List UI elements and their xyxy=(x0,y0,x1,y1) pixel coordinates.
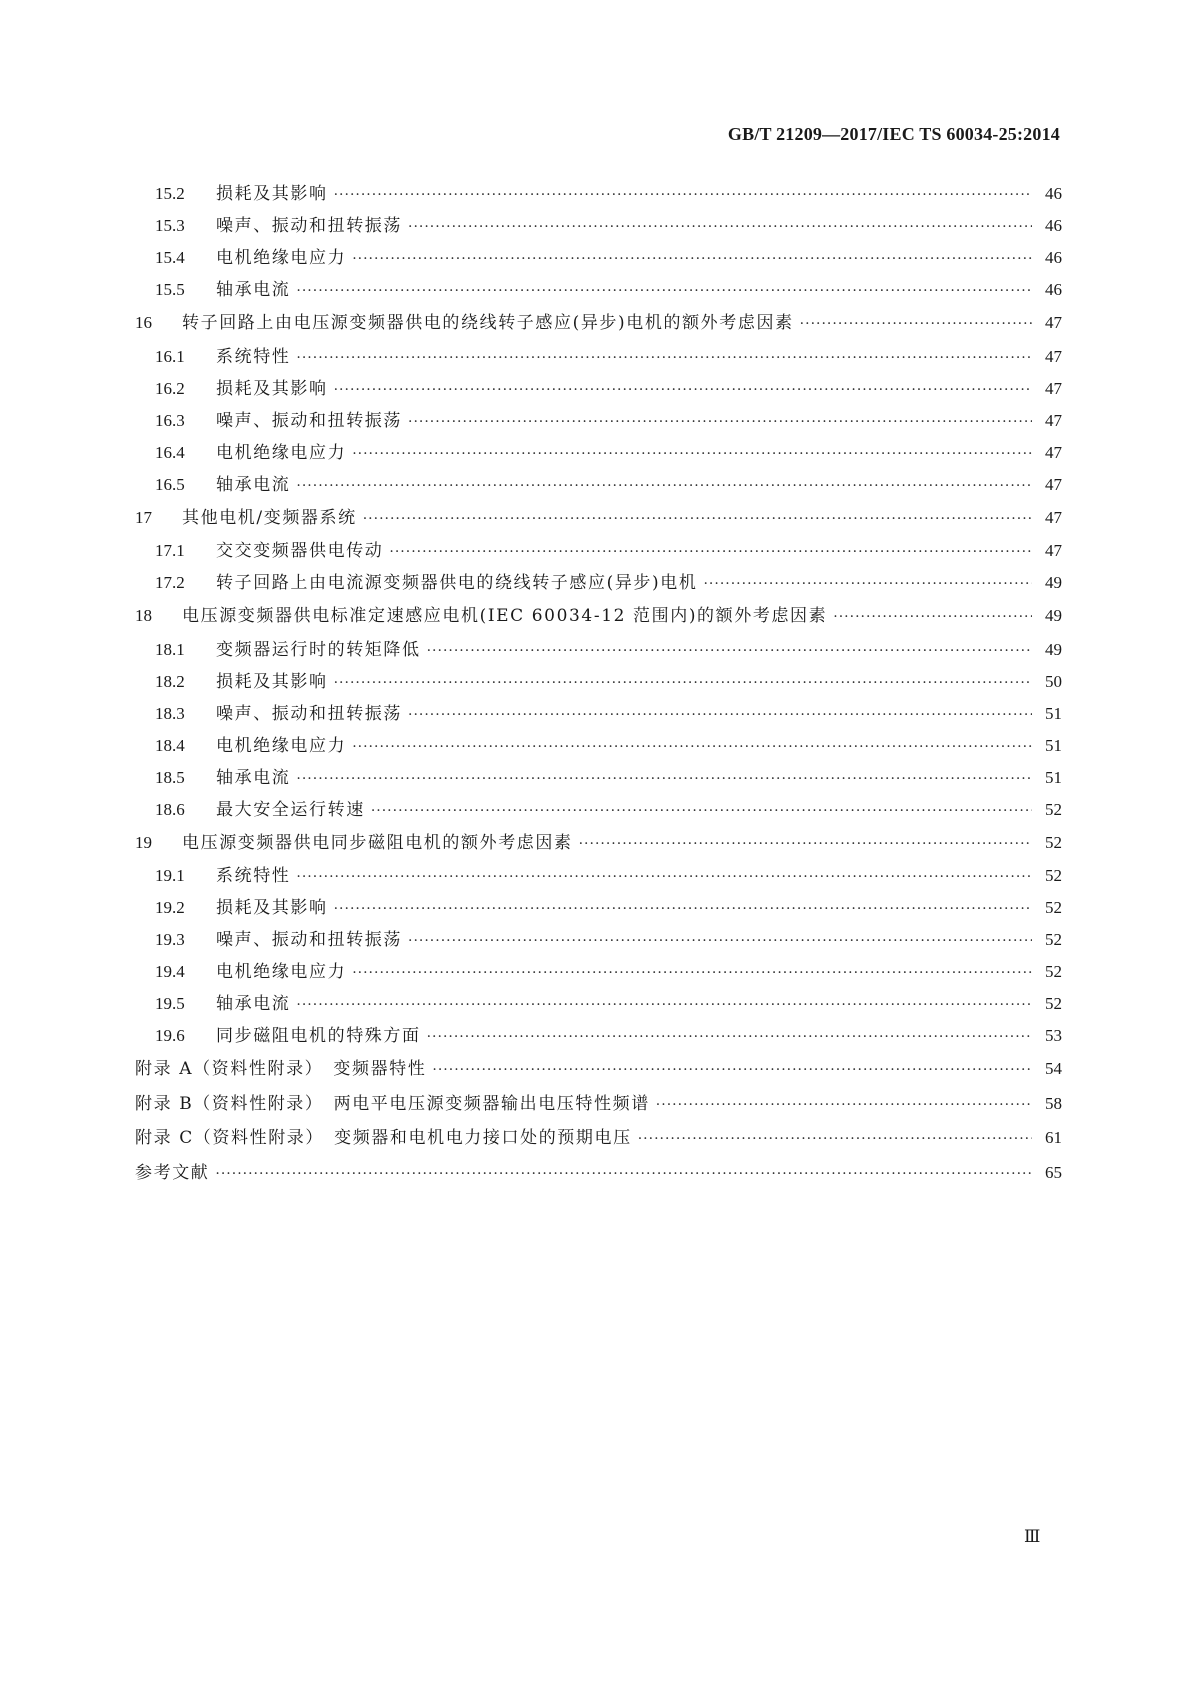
toc-entry-page: 52 xyxy=(1045,832,1062,852)
dot-leader xyxy=(352,243,1032,275)
toc-entry-number: 19.4 xyxy=(155,962,185,981)
toc-entry-number: 16.1 xyxy=(155,346,185,366)
toc-entry-title: 附录 A（资料性附录） 变频器特性 xyxy=(135,1059,427,1079)
toc-entry-page: 47 xyxy=(1045,410,1062,430)
dot-leader xyxy=(296,861,1032,893)
toc-entry-page: 52 xyxy=(1045,994,1062,1013)
toc-entry-page: 46 xyxy=(1045,280,1062,299)
toc-entry-title: 交交变频器供电传动 xyxy=(216,541,384,561)
toc-entry-title: 轴承电流 xyxy=(216,767,291,788)
toc-entry-title: 损耗及其影响 xyxy=(216,184,328,204)
toc-entry[interactable] xyxy=(135,1121,1062,1156)
toc-entry-number: 17.2 xyxy=(155,573,185,592)
dot-leader xyxy=(656,1088,1032,1123)
toc-entry-number: 19.3 xyxy=(155,930,185,949)
toc-entry-title: 轴承电流 xyxy=(216,280,291,300)
page-number: Ⅲ xyxy=(1024,1527,1041,1546)
toc-entry-title: 电机绝缘电应力 xyxy=(216,735,347,756)
toc-entry[interactable] xyxy=(135,437,1062,469)
toc-entry-page: 51 xyxy=(1045,767,1062,787)
dot-leader xyxy=(371,795,1032,827)
toc-entry-title: 系统特性 xyxy=(216,346,291,367)
dot-leader xyxy=(638,1122,1032,1157)
toc-entry[interactable] xyxy=(135,242,1062,274)
dot-leader xyxy=(703,568,1032,600)
dot-leader xyxy=(296,470,1032,502)
toc-entry[interactable] xyxy=(135,634,1062,666)
dot-leader xyxy=(296,989,1032,1021)
toc-entry-page: 58 xyxy=(1045,1093,1062,1113)
dot-leader xyxy=(334,179,1032,211)
toc-entry-page: 49 xyxy=(1045,573,1062,592)
toc-entry-title: 噪声、振动和扭转振荡 xyxy=(216,410,402,431)
dot-leader xyxy=(352,438,1032,470)
toc-entry-number: 18.2 xyxy=(155,671,185,691)
toc-entry-title: 附录 C（资料性附录） 变频器和电机电力接口处的预期电压 xyxy=(135,1128,632,1148)
toc-entry[interactable] xyxy=(135,892,1062,924)
toc-entry[interactable] xyxy=(135,501,1062,536)
toc-entry-page: 49 xyxy=(1045,606,1062,625)
toc-entry-title: 电机绝缘电应力 xyxy=(216,248,347,268)
toc-entry-page: 61 xyxy=(1045,1128,1062,1147)
toc-entry[interactable] xyxy=(135,956,1062,988)
toc-entry-number: 16.2 xyxy=(155,378,185,398)
dot-leader xyxy=(408,699,1032,731)
toc-entry-number: 18 xyxy=(135,606,152,625)
toc-entry[interactable] xyxy=(135,405,1062,437)
dot-leader xyxy=(334,374,1032,406)
toc-entry-number: 17 xyxy=(135,507,152,527)
dot-leader xyxy=(389,536,1032,568)
toc-entry-title: 附录 B（资料性附录） 两电平电压源变频器输出电压特性频谱 xyxy=(135,1093,650,1114)
dot-leader xyxy=(800,307,1032,342)
toc-entry-number: 17.1 xyxy=(155,541,185,560)
toc-entry[interactable] xyxy=(135,1087,1062,1122)
toc-entry-number: 18.6 xyxy=(155,799,185,819)
toc-entry-page: 49 xyxy=(1045,639,1062,659)
toc-entry[interactable] xyxy=(135,860,1062,892)
dot-leader xyxy=(432,1053,1032,1088)
toc-entry[interactable] xyxy=(135,826,1062,861)
toc-entry-title: 损耗及其影响 xyxy=(216,671,328,692)
toc-entry-title: 系统特性 xyxy=(216,866,291,886)
toc-entry-page: 47 xyxy=(1045,474,1062,494)
toc-entry-number: 15.3 xyxy=(155,216,185,235)
toc-entry-title: 其他电机/变频器系统 xyxy=(182,507,357,528)
toc-entry-title: 轴承电流 xyxy=(216,994,291,1014)
dot-leader xyxy=(215,1157,1032,1192)
toc-entry[interactable] xyxy=(135,1052,1062,1087)
toc-entry-number: 15.4 xyxy=(155,248,185,267)
toc-entry[interactable] xyxy=(135,567,1062,599)
toc-entry-number: 15.5 xyxy=(155,280,185,299)
toc-entry-title: 同步磁阻电机的特殊方面 xyxy=(216,1026,421,1046)
dot-leader xyxy=(427,635,1032,667)
toc-entry-number: 19.1 xyxy=(155,866,185,885)
dot-leader xyxy=(334,893,1032,925)
toc-entry-page: 53 xyxy=(1045,1026,1062,1045)
toc-entry[interactable] xyxy=(135,730,1062,762)
toc-entry-page: 47 xyxy=(1045,442,1062,462)
toc-entry-number: 19.2 xyxy=(155,898,185,917)
toc-entry-page: 54 xyxy=(1045,1059,1062,1078)
toc-entry[interactable] xyxy=(135,178,1062,210)
dot-leader xyxy=(352,957,1032,989)
toc-entry[interactable] xyxy=(135,599,1062,634)
toc-entry-page: 50 xyxy=(1045,671,1062,691)
toc-entry-page: 46 xyxy=(1045,216,1062,235)
toc-entry[interactable] xyxy=(135,794,1062,826)
toc-entry[interactable] xyxy=(135,306,1062,341)
dot-leader xyxy=(296,275,1032,307)
toc-entry-page: 52 xyxy=(1045,799,1062,819)
toc-entry-number: 16.3 xyxy=(155,410,185,430)
toc-entry-number: 18.5 xyxy=(155,767,185,787)
toc-entry-number: 19.6 xyxy=(155,1026,185,1045)
toc-entry-title: 电压源变频器供电同步磁阻电机的额外考虑因素 xyxy=(182,832,573,853)
dot-leader xyxy=(579,827,1032,862)
toc-entry[interactable] xyxy=(135,698,1062,730)
toc-entry-page: 46 xyxy=(1045,184,1062,203)
toc-entry-title: 电机绝缘电应力 xyxy=(216,962,347,982)
toc-entry-title: 电机绝缘电应力 xyxy=(216,442,347,463)
toc-entry[interactable] xyxy=(135,469,1062,501)
dot-leader xyxy=(408,211,1032,243)
toc-entry-title: 损耗及其影响 xyxy=(216,898,328,918)
dot-leader xyxy=(296,763,1032,795)
toc-entry[interactable] xyxy=(135,274,1062,306)
toc-entry-page: 52 xyxy=(1045,898,1062,917)
toc-entry[interactable] xyxy=(135,210,1062,242)
toc-entry-title: 参考文献 xyxy=(135,1162,210,1183)
toc-entry[interactable] xyxy=(135,1156,1062,1191)
toc-entry[interactable] xyxy=(135,1020,1062,1052)
toc-entry-number: 16.4 xyxy=(155,442,185,462)
standard-header: GB/T 21209—2017/IEC TS 60034-25:2014 xyxy=(727,124,1060,144)
toc-entry-number: 16.5 xyxy=(155,474,185,494)
dot-leader xyxy=(408,406,1032,438)
toc-entry-title: 变频器运行时的转矩降低 xyxy=(216,639,421,660)
toc-entry-number: 18.3 xyxy=(155,703,185,723)
dot-leader xyxy=(363,502,1032,537)
toc-entry[interactable] xyxy=(135,666,1062,698)
toc-entry-page: 46 xyxy=(1045,248,1062,267)
dot-leader xyxy=(334,667,1032,699)
toc-entry-title: 转子回路上由电压源变频器供电的绕线转子感应(异步)电机的额外考虑因素 xyxy=(182,313,794,333)
dot-leader xyxy=(427,1021,1032,1053)
dot-leader xyxy=(408,925,1032,957)
toc-entry[interactable] xyxy=(135,341,1062,373)
toc-entry-page: 47 xyxy=(1045,346,1062,366)
toc-entry-title: 最大安全运行转速 xyxy=(216,799,365,820)
toc-entry-page: 51 xyxy=(1045,735,1062,755)
table-of-contents xyxy=(135,178,1062,1190)
toc-entry-title: 轴承电流 xyxy=(216,474,291,495)
toc-entry[interactable] xyxy=(135,373,1062,405)
toc-entry-number: 18.1 xyxy=(155,639,185,659)
toc-entry-page: 47 xyxy=(1045,541,1062,560)
toc-entry-number: 19 xyxy=(135,832,152,852)
dot-leader xyxy=(296,342,1032,374)
toc-entry[interactable] xyxy=(135,924,1062,956)
toc-entry-number: 19.5 xyxy=(155,994,185,1013)
toc-entry-number: 15.2 xyxy=(155,184,185,203)
toc-entry-page: 47 xyxy=(1045,313,1062,332)
toc-entry-page: 52 xyxy=(1045,866,1062,885)
dot-leader xyxy=(833,600,1032,635)
toc-entry-page: 47 xyxy=(1045,378,1062,398)
toc-entry-page: 51 xyxy=(1045,703,1062,723)
toc-entry-title: 噪声、振动和扭转振荡 xyxy=(216,216,402,236)
toc-entry[interactable] xyxy=(135,762,1062,794)
toc-entry-number: 18.4 xyxy=(155,735,185,755)
toc-entry-title: 噪声、振动和扭转振荡 xyxy=(216,930,402,950)
toc-entry-page: 52 xyxy=(1045,962,1062,981)
toc-entry[interactable] xyxy=(135,988,1062,1020)
toc-entry-number: 16 xyxy=(135,313,152,332)
toc-entry-title: 转子回路上由电流源变频器供电的绕线转子感应(异步)电机 xyxy=(216,573,698,593)
dot-leader xyxy=(352,731,1032,763)
toc-entry-title: 噪声、振动和扭转振荡 xyxy=(216,703,402,724)
toc-entry-page: 65 xyxy=(1045,1162,1062,1182)
toc-entry-title: 损耗及其影响 xyxy=(216,378,328,399)
toc-entry-page: 52 xyxy=(1045,930,1062,949)
toc-entry-page: 47 xyxy=(1045,507,1062,527)
toc-entry-title: 电压源变频器供电标准定速感应电机(IEC 60034-12 范围内)的额外考虑因素 xyxy=(182,606,828,626)
toc-entry[interactable] xyxy=(135,535,1062,567)
